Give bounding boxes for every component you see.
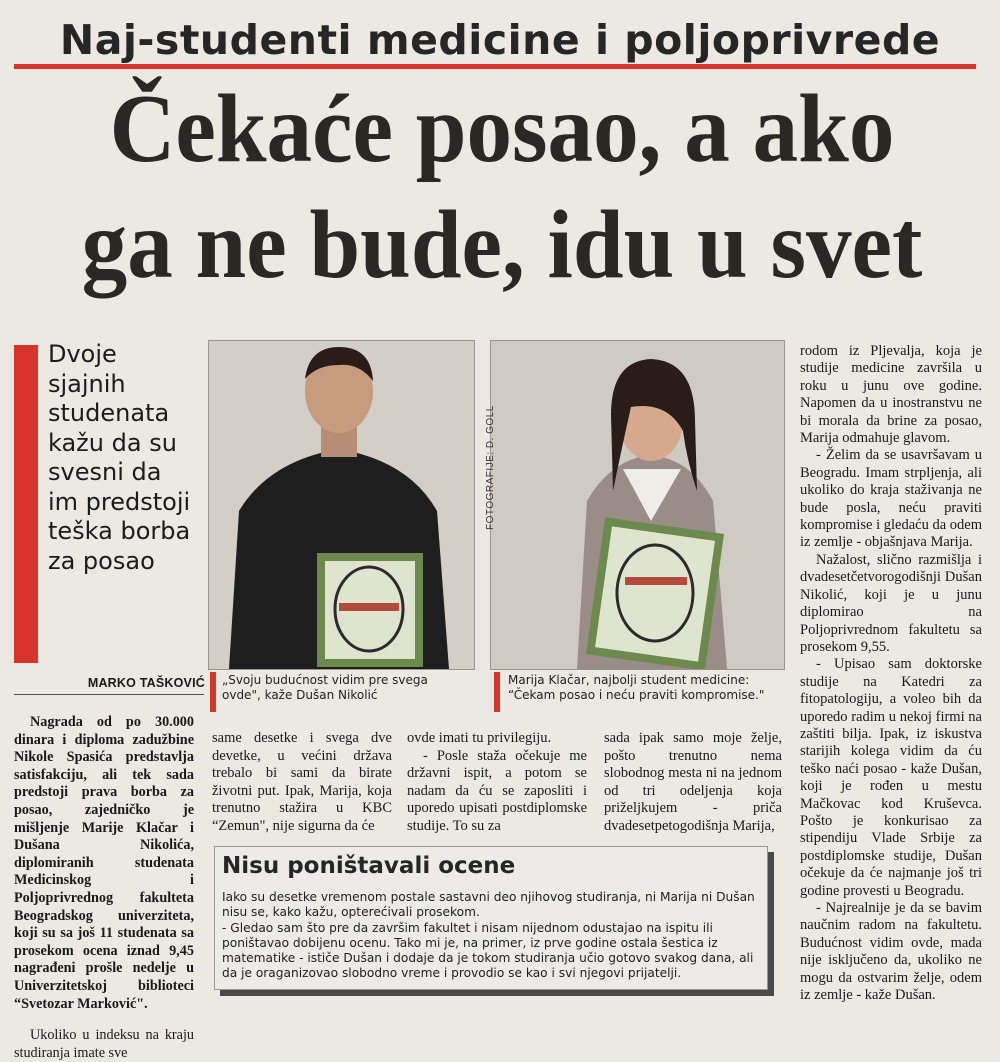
photo-caption-right: Marija Klačar, najbolji student medicine: “Čekam posao i neću praviti kompromise."	[508, 673, 765, 702]
lede-accent-bar	[14, 345, 38, 663]
article-paragraph: Nagrada od po 30.000 dinara i diploma zadužbine Nikole Spasića predstavlja satisfakciju, ali tek sada predstoji prava borba za posao, zajedničko je mišljenje Marije Klačar i Dušana Nikolića, diplomiranih studenata Medicinskog i Poljoprivrednog fakulteta Beogradskog univerziteta, koji su sa još 11 studenata sa prosekom ocena iznad 9,45 nagrađeni prošle nedelje u Univerzitetskoj biblioteci “Svetozar Marković".	[14, 714, 194, 1012]
man-with-diploma-image	[209, 341, 474, 669]
sidebar-box-title: Nisu poništavali ocene	[222, 853, 516, 879]
photo-credit: FOTOGRAFIJE: D. GOLL	[485, 405, 496, 530]
article-column-2	[212, 730, 392, 836]
sidebar-paragraph: Iako su desetke vremenom postale sastavni deo njihovog studiranja, ni Marija ni Dušan nisu se, kako kažu, opterećivali prosekom.	[222, 890, 755, 920]
article-paragraph: - Posle staža očekuje me državni ispit, a potom se nadam da ću se zaposliti i uporedo upisati postdiplomske studije. To su za	[407, 747, 587, 834]
kicker-underline	[14, 64, 976, 69]
article-paragraph: ovde imati tu privilegiju.	[407, 730, 552, 746]
photo-caption-left: „Svoju budućnost vidim pre svega ovde", kaže Dušan Nikolić	[222, 673, 428, 702]
article-paragraph: rodom iz Pljevalja, koja je studije medicine završila u roku u junu ove godine. Napomen da u inostranstvu ne bi morala da brine za posao, Marija odmahuje glavom.	[800, 343, 982, 447]
kicker-headline: Naj-studenti medicine i poljoprivrede	[59, 16, 941, 64]
article-column-5	[800, 343, 982, 1004]
article-paragraph: - Upisao sam doktorske studije na Katedri za fitopatologiju, a voleo bih da uporedo radim u nekoj firmi na zaštiti bilja. Ipak, iz iskustva starijih kolega vidim da ću teško naći posao - kaže Dušan, koji je rođen u mestu Mačkovac kod Kruševca. Pošto je konkurisao za stipendiju Vlade Srbije za postdiplomske studije, Dušan očekuje da će najmanje još tri godine provesti u Beogradu.	[800, 656, 982, 899]
photo-dusan-nikolic	[208, 340, 475, 670]
article-paragraph: same desetke i svega dve devetke, u većini država trebalo bi sami da birate životni put. Ipak, Marija, koja trenutno stažira u KBC “Zemun", nije sigurna da će	[212, 730, 392, 834]
caption-accent-bar	[494, 672, 500, 712]
lede-text: Dvoje sjajnih studenata kažu da su svesni da im predstoji teška borba za posao	[48, 340, 191, 575]
sidebar-paragraph: - Gledao sam što pre da završim fakultet i nisam nijednom odustajao na ispitu ili poništavao dobijenu ocenu. Tako mi je, na primer, iz prve godine ostala šestica iz matematike - ističe Dušan i dodaje da je tokom studiranja učio gotovo svakog dana, ali da je oraganizovao slobodno vreme i provodio se kao i svi njegovi prijatelji.	[222, 920, 754, 981]
byline: MARKO TAŠKOVIĆ	[87, 676, 205, 690]
article-column-3	[407, 730, 587, 836]
article-paragraph: Ukoliko u indeksu na kraju studiranja imate sve	[14, 1027, 194, 1061]
article-paragraph: - Najrealnije je da se bavim naučnim radom na fakultetu. Budućnost vidim ovde, mada nije isključeno da, ukoliko ne mogu da ostvarim želje, odem iz zemlje - kaže Dušan.	[800, 900, 982, 1004]
article-column-1	[14, 714, 194, 1062]
article-column-4	[604, 730, 782, 836]
main-headline-line-2: ga ne bude, idu u svet	[81, 191, 923, 299]
byline-divider	[14, 694, 204, 695]
woman-with-diploma-image	[491, 341, 784, 669]
article-paragraph: - Želim da se usavršavam u Beogradu. Imam strpljenja, ali ukoliko do kraja staživanja ne bude posla, neću praviti kompromise i gledaću da odem iz zemlje - objašnjava Marija.	[800, 447, 983, 551]
caption-accent-bar	[210, 672, 216, 712]
article-paragraph: Nažalost, slično razmišlja i dvadesetčetvorogodišnji Dušan Nikolić, koji je u junu diplomirao na Poljoprivrednom fakultetu sa prosekom 9,55.	[800, 551, 982, 655]
main-headline-line-1: Čekaće posao, a ako	[109, 75, 895, 183]
photo-marija-klacar	[490, 340, 785, 670]
article-paragraph: sada ipak samo moje želje, pošto trenutno nema slobodnog mesta ni na jednom od tri odeljenja koja priželjkujem - priča dvadesetpetogodišnja Marija,	[604, 730, 782, 834]
sidebar-box-body	[222, 890, 762, 982]
